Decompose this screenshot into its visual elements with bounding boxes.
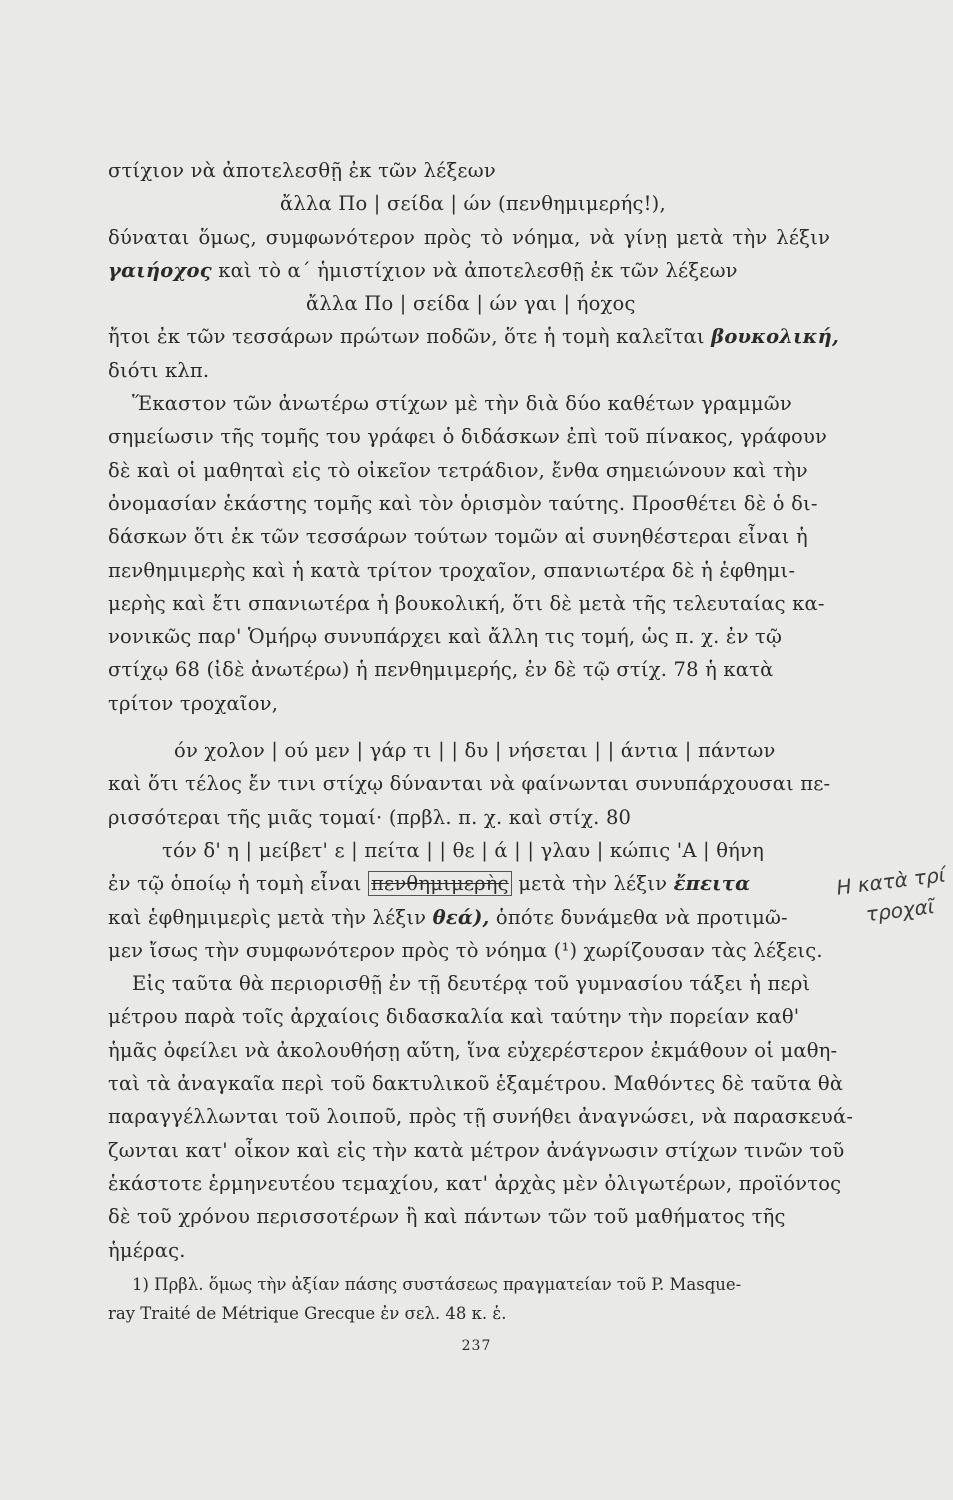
paragraph-start: Εἰς ταῦτα θὰ περιορισθῇ ἐν τῇ δευτέρᾳ τοῦ γυμνασίου τάξει ἡ περὶ (132, 972, 811, 996)
text-line (108, 320, 839, 353)
text-line: μεν ἴσως τὴν συμφωνότερον πρὸς τὸ νόημα (¹) χωρίζουσαν τὰς λέξεις. (108, 938, 823, 962)
verse-scansion: όν χολον | ού μεν | γάρ τι | | δυ | νήσεται | | άντια | πάντων (174, 739, 776, 763)
handwritten-margin-note (835, 860, 951, 933)
text-span: καὶ ἑφθημιμερὶς μετὰ τὴν λέξιν (108, 905, 433, 929)
emphasized-word: ἔπειτα (673, 872, 751, 896)
text-span: ἐν τῷ ὁποίῳ ἡ τομὴ εἶναι (108, 872, 369, 896)
text-line: μέτρου παρὰ τοῖς ἀρχαίοις διδασκαλία καὶ ταύτην τὴν πορείαν καθ' (108, 1005, 800, 1029)
text-line (108, 254, 830, 287)
text-line: παραγγέλλωνται τοῦ λοιποῦ, πρὸς τῇ συνήθει ἀναγνώσει, νὰ παρασκευά- (108, 1105, 854, 1129)
text-line: στίχῳ 68 (ἰδὲ ἀνωτέρω) ἡ πενθημιμερής, ἐν δὲ τῷ στίχ. 78 ἡ κατὰ (108, 658, 774, 682)
verse-scansion: ἄλλα Πο | σείδα | ών γαι | ήοχος (306, 292, 636, 316)
text-span: μετὰ τὴν λέξιν (511, 872, 674, 896)
text-line: σημείωσιν τῆς τομῆς του γράφει ὁ διδάσκων ἐπὶ τοῦ πίνακος, γράφουν (108, 425, 828, 449)
main-text (108, 154, 854, 1267)
text-line: δὲ τοῦ χρόνου περισσοτέρων ἢ καὶ πάντων τῶν τοῦ μαθήματος τῆς (108, 1205, 786, 1229)
text-line: διότι κλπ. (108, 358, 210, 382)
text-line: ταὶ τὰ ἀναγκαῖα περὶ τοῦ δακτυλικοῦ ἑξαμέτρου. Μαθόντες δὲ ταῦτα θὰ (108, 1072, 844, 1096)
emphasized-word: βουκολική, (711, 325, 839, 349)
text-line: ὀνομασίαν ἑκάστης τομῆς καὶ τὸν ὁρισμὸν ταύτης. Προσθέτει δὲ ὁ δι- (108, 491, 818, 515)
text-line: ἑκάστοτε ἑρμηνευτέου τεμαχίου, κατ' ἀρχὰς μὲν ὀλιγωτέρων, προϊόντος (108, 1171, 842, 1195)
text-line: δάσκων ὅτι ἐκ τῶν τεσσάρων τούτων τομῶν αἱ συνηθέστεραι εἶναι ἡ (108, 525, 808, 549)
text-line: στίχιον νὰ ἀποτελεσθῇ ἐκ τῶν λέξεων (108, 159, 496, 182)
text-line (108, 867, 830, 900)
page-number: 237 (461, 1338, 492, 1354)
text-line: δύναται ὅμως, συμφωνότερον πρὸς τὸ νόημα, νὰ γίνῃ μετὰ τὴν λέξιν (108, 225, 830, 249)
text-span: ἤτοι ἐκ τῶν τεσσάρων πρώτων ποδῶν, ὅτε ἡ τομὴ καλεῖται (108, 325, 712, 349)
text-line: ρισσότεραι τῆς μιᾶς τομαί· (πρβλ. π. χ. καὶ στίχ. 80 (108, 805, 632, 829)
text-line: τρίτον τροχαῖον, (108, 691, 279, 715)
handwritten-line: Η κατὰ τρί (835, 862, 947, 900)
footnote-line: 1) Πρβλ. ὅμως τὴν ἀξίαν πάσης συστάσεως πραγματείαν τοῦ P. Masque- (132, 1275, 742, 1294)
footnote (108, 1270, 830, 1328)
footnote-line: ray Traité de Métrique Grecque ἐν σελ. 48 κ. ἑ. (108, 1304, 507, 1323)
text-line: καὶ ὅτι τέλος ἔν τινι στίχῳ δύνανται νὰ φαίνωνται συνυπάρχουσαι πε- (108, 772, 831, 796)
verse-scansion: ἄλλα Πο | σείδα | ών (πενθημιμερής!), (280, 192, 666, 216)
struck-word: πενθημιμερὴς (368, 871, 512, 896)
text-line (108, 901, 830, 934)
verse-scansion: τόν δ' η | μείβετ' ε | πείτα | | θε | ά | | γλαυ | κώπις 'Α | θήνη (162, 838, 764, 862)
text-line: ἡμέρας. (108, 1238, 186, 1262)
text-line: δὲ καὶ οἱ μαθηταὶ εἰς τὸ οἰκεῖον τετράδιον, ἔνθα σημειώνουν καὶ τὴν (108, 458, 808, 482)
text-line: ζωνται κατ' οἶκον καὶ εἰς τὴν κατὰ μέτρον ἀνάγνωσιν στίχων τινῶν τοῦ (108, 1138, 845, 1162)
paragraph-start: Ἕκαστον τῶν ἀνωτέρω στίχων μὲ τὴν διὰ δύο καθέτων γραμμῶν (132, 392, 792, 416)
text-line: μερὴς καὶ ἔτι σπανιωτέρα ἡ βουκολική, ὅτι δὲ μετὰ τῆς τελευταίας κα- (108, 591, 825, 615)
text-span: καὶ τὸ α΄ ἡμιστίχιον νὰ ἀποτελεσθῇ ἐκ τῶν λέξεων (211, 258, 738, 282)
text-span: ὁπότε δυνάμεθα νὰ προτιμῶ- (489, 905, 788, 929)
text-line: πενθημιμερὴς καὶ ἡ κατὰ τρίτον τροχαῖον, σπανιωτέρα δὲ ἡ ἑφθημι- (108, 558, 796, 582)
emphasized-word: γαιήοχος (108, 258, 212, 282)
handwritten-line: τροχαῖ (864, 894, 936, 927)
text-line: ἡμᾶς ὀφείλει νὰ ἀκολουθήσῃ αὕτη, ἵνα εὐχερέστερον ἐκμάθουν οἱ μαθη- (108, 1038, 838, 1062)
emphasized-word: θεά), (432, 905, 490, 929)
text-line: νονικῶς παρ' Ὁμήρῳ συνυπάρχει καὶ ἄλλη τις τομή, ὡς π. χ. ἐν τῷ (108, 625, 783, 649)
